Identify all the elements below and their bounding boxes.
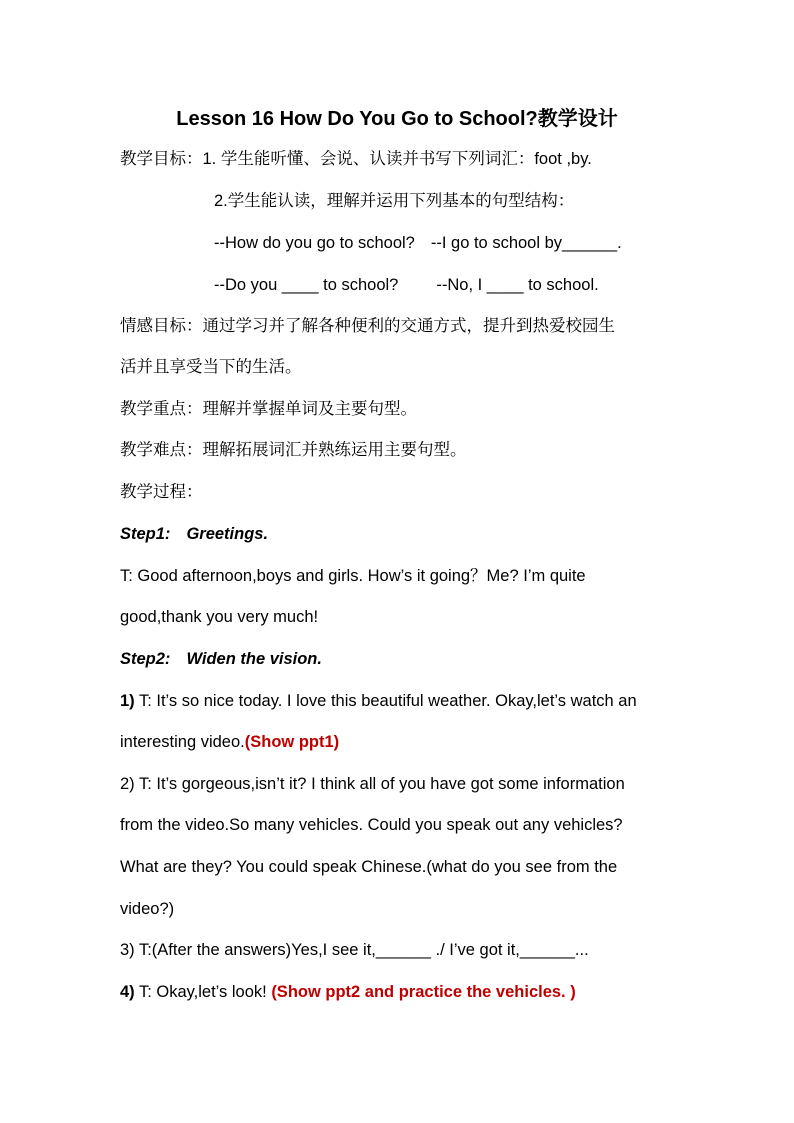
step2-item-1-line-1	[120, 691, 637, 711]
step2-heading	[120, 649, 322, 669]
difficulties: 教学难点：理解拓展词汇并熟练运用主要句型。	[120, 441, 467, 459]
step1-heading	[120, 524, 268, 544]
sentence-pattern-2	[214, 275, 599, 295]
step1-label: Step1:	[120, 525, 171, 543]
sentence-pattern-1	[214, 233, 622, 253]
step2-item-1-text-2: interesting video.	[120, 733, 245, 751]
pattern-1-question: --How do you go to school?	[214, 234, 415, 252]
emotion-goal-line-1: 情感目标：通过学习并了解各种便利的交通方式，提升到热爱校园生	[120, 317, 615, 335]
emotion-goal-line-2: 活并且享受当下的生活。	[120, 358, 302, 376]
step2-item-2-line-1: 2) T: It’s gorgeous,isn’t it? I think all of you have got some information	[120, 775, 625, 793]
step2-name: Widen the vision.	[186, 650, 322, 668]
pattern-1-answer: --I go to school by______.	[430, 234, 622, 252]
step2-item-2-line-2: from the video.So many vehicles. Could you speak out any vehicles?	[120, 816, 623, 834]
page-title: Lesson 16 How Do You Go to School?教学设计	[176, 108, 618, 130]
step2-item-2-line-3: What are they? You could speak Chinese.(what do you see from the	[120, 858, 618, 876]
step2-item-1-line-2	[120, 732, 339, 752]
step2-item-2-line-4: video?)	[120, 900, 175, 918]
process-label: 教学过程：	[120, 483, 203, 501]
step2-item-4	[120, 982, 576, 1002]
step2-item-1-text: T: It’s so nice today. I love this beautiful weather. Okay,let’s watch an	[134, 692, 637, 710]
step2-item-4-note: (Show ppt2 and practice the vehicles. )	[271, 983, 576, 1001]
step1-line-2: good,thank you very much!	[120, 608, 319, 626]
objective-item-2: 2.学生能认读，理解并运用下列基本的句型结构：	[214, 192, 575, 210]
pattern-2-question: --Do you ____ to school?	[214, 276, 399, 294]
step2-item-3: 3) T:(After the answers)Yes,I see it,______ ./ I’ve got it,______...	[120, 941, 589, 959]
step2-item-1-note: (Show ppt1)	[244, 733, 340, 751]
step2-item-4-text: T: Okay,let’s look!	[134, 983, 272, 1001]
key-points: 教学重点：理解并掌握单词及主要句型。	[120, 400, 417, 418]
step2-item-4-number: 4)	[120, 983, 135, 1001]
step1-name: Greetings.	[186, 525, 269, 543]
pattern-2-answer: --No, I ____ to school.	[436, 276, 599, 294]
step1-line-1: T: Good afternoon,boys and girls. How’s it going？Me? I’m quite	[120, 567, 586, 585]
step2-item-1-number: 1)	[120, 692, 135, 710]
objectives-label: 教学目标：	[120, 150, 203, 168]
objectives-line	[120, 149, 592, 169]
step2-label: Step2:	[120, 650, 171, 668]
objective-item-1: 1. 学生能听懂、会说、认读并书写下列词汇：foot ,by.	[202, 150, 592, 168]
